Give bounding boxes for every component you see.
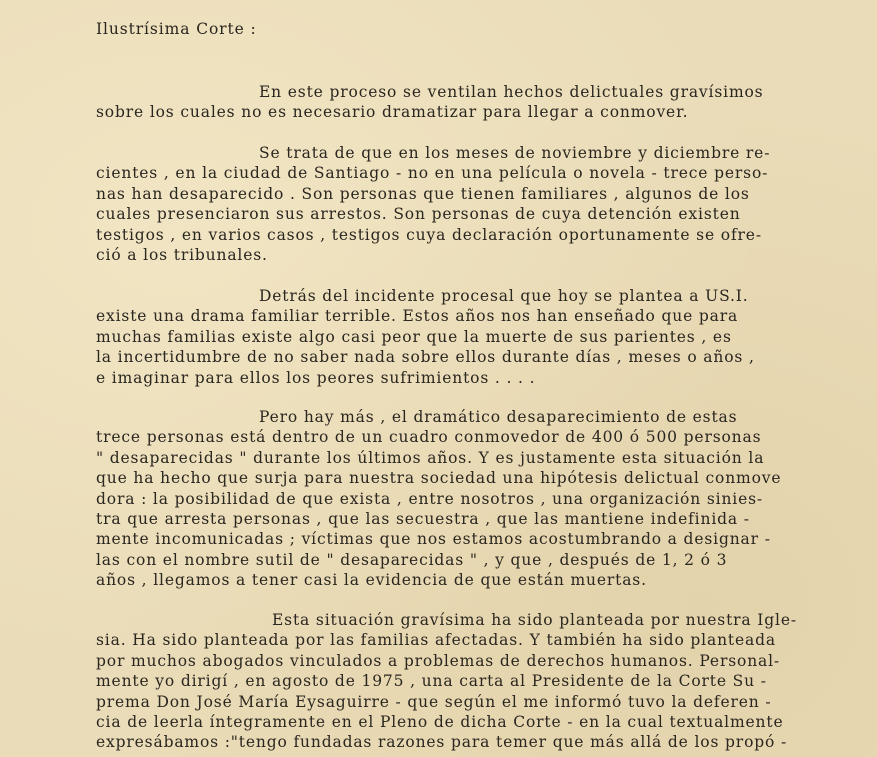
paragraph-3 bbox=[96, 286, 816, 388]
paragraph-line: por muchos abogados vinculados a problemas de derechos humanos. Personal- bbox=[96, 651, 781, 670]
paragraph-line: años , llegamos a tener casi la evidencia de que están muertas. bbox=[96, 571, 647, 590]
paragraph-1 bbox=[96, 82, 816, 123]
paragraph-5 bbox=[96, 610, 816, 753]
paragraph-line: " desaparecidas " durante los últimos años. Y es justamente esta situación la bbox=[96, 448, 765, 467]
paragraph-line: mente yo dirigí , en agosto de 1975 , una carta al Presidente de la Corte Su - bbox=[96, 672, 767, 691]
paragraph-line: sobre los cuales no es necesario dramatizar para llegar a conmover. bbox=[96, 103, 689, 122]
paragraph-line: expresábamos :"tengo fundadas razones para temer que más allá de los propó - bbox=[96, 733, 788, 752]
paragraph-line: cia de leerla íntegramente en el Pleno de dicha Corte - en la cual textualmente bbox=[96, 712, 784, 731]
paragraph-line: muchas familias existe algo casi peor que la muerte de sus parientes , es bbox=[96, 327, 732, 346]
paragraph-line: testigos , en varios casos , testigos cuya declaración oportunamente se ofre- bbox=[96, 225, 762, 244]
paragraph-line: mente incomunicadas ; víctimas que nos estamos acostumbrando a designar - bbox=[96, 530, 771, 549]
paragraph-line: Se trata de que en los meses de noviembre y diciembre re- bbox=[259, 144, 771, 162]
paragraph-line: que ha hecho que surja para nuestra sociedad una hipótesis delictual conmove bbox=[96, 469, 782, 488]
paragraph-line: sia. Ha sido planteada por las familias afectadas. Y también ha sido planteada bbox=[96, 631, 776, 650]
paragraph-line: En este proceso se ventilan hechos delictuales gravísimos bbox=[259, 83, 764, 101]
paragraph-line: la incertidumbre de no saber nada sobre ellos durante días , meses o años , bbox=[96, 348, 755, 367]
paragraph-line: trece personas está dentro de un cuadro conmovedor de 400 ó 500 personas bbox=[96, 428, 762, 447]
salutation: Ilustrísima Corte : bbox=[96, 20, 257, 38]
paragraph-line: prema Don José María Eysaguirre - que según el me informó tuvo la deferen - bbox=[96, 692, 772, 711]
paragraph-line: Pero hay más , el dramático desaparecimiento de estas bbox=[259, 408, 738, 426]
paragraph-line: e imaginar para ellos los peores sufrimientos . . . . bbox=[96, 368, 536, 387]
paragraph-line: tra que arresta personas , que las secuestra , que las mantiene indefinida - bbox=[96, 509, 750, 528]
paragraph-line: cuales presenciaron sus arrestos. Son personas de cuya detención existen bbox=[96, 205, 741, 224]
paragraph-line: ció a los tribunales. bbox=[96, 245, 268, 264]
paragraph-4 bbox=[96, 407, 816, 591]
paragraph-line: las con el nombre sutil de " desaparecidas " , y que , después de 1, 2 ó 3 bbox=[96, 550, 728, 569]
paragraph-line: dora : la posibilidad de que exista , entre nosotros , una organización sinies- bbox=[96, 489, 764, 508]
paragraph-2 bbox=[96, 143, 816, 265]
paragraph-line: Esta situación gravísima ha sido planteada por nuestra Igle- bbox=[272, 611, 797, 629]
paragraph-line: nas han desaparecido . Son personas que tienen familiares , algunos de los bbox=[96, 184, 750, 203]
paragraph-line: Detrás del incidente procesal que hoy se plantea a US.I. bbox=[259, 287, 749, 305]
paragraph-line: existe una drama familiar terrible. Estos años nos han enseñado que para bbox=[96, 307, 739, 326]
paragraph-line: cientes , en la ciudad de Santiago - no en una película o novela - trece perso- bbox=[96, 164, 769, 183]
